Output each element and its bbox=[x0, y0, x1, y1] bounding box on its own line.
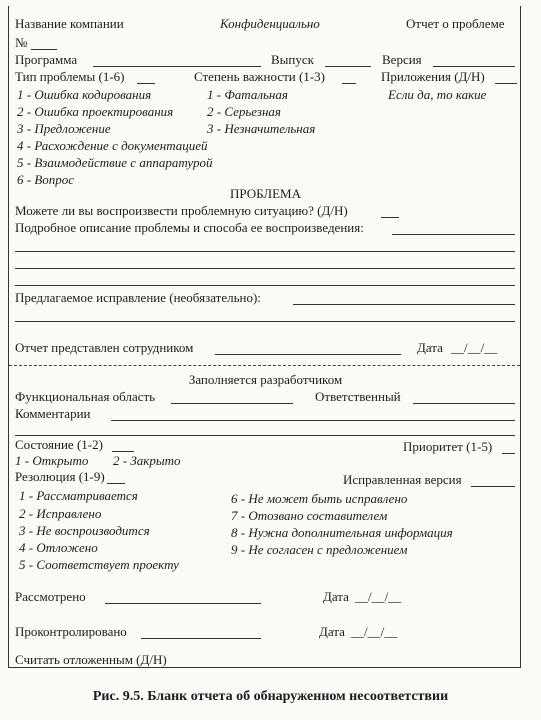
resolution-option: 6 - Не может быть исправлено bbox=[231, 491, 408, 506]
description-field[interactable] bbox=[392, 234, 515, 235]
number-field[interactable] bbox=[31, 49, 57, 50]
description-label: Подробное описание проблемы и способа ее воспроизведения: bbox=[15, 220, 364, 235]
reproduce-label: Можете ли вы воспроизвести проблемную ситуацию? (Д/Н) bbox=[15, 203, 348, 218]
description-line[interactable] bbox=[15, 268, 515, 269]
resolution-option: 8 - Нужна дополнительная информация bbox=[231, 525, 453, 540]
version-label: Версия bbox=[382, 52, 422, 67]
responsible-label: Ответственный bbox=[315, 389, 401, 404]
severity-option: 3 - Незначительная bbox=[207, 121, 316, 136]
bug-report-form bbox=[8, 6, 521, 668]
priority-field[interactable] bbox=[502, 453, 515, 454]
fixed-version-label: Исправленная версия bbox=[343, 472, 462, 487]
type-option: 6 - Вопрос bbox=[17, 172, 75, 187]
type-option: 3 - Предложение bbox=[17, 121, 111, 136]
type-option: 5 - Взаимодействие с аппаратурой bbox=[17, 155, 213, 170]
release-label: Выпуск bbox=[271, 52, 314, 67]
problem-heading: ПРОБЛЕМА bbox=[229, 186, 301, 201]
resolution-option: 4 - Отложено bbox=[19, 540, 98, 555]
responsible-field[interactable] bbox=[413, 403, 515, 404]
version-field[interactable] bbox=[433, 66, 515, 67]
problem-type-field[interactable] bbox=[137, 83, 155, 84]
state-open: 1 - Открыто bbox=[15, 453, 89, 468]
resolution-label: Резолюция (1-9) bbox=[15, 469, 105, 484]
attachments-note: Если да, то какие bbox=[388, 87, 487, 102]
developer-heading: Заполняется разработчиком bbox=[188, 372, 343, 387]
type-option: 2 - Ошибка проектирования bbox=[17, 104, 174, 119]
severity-option: 1 - Фатальная bbox=[207, 87, 288, 102]
report-date-field[interactable]: __/__/__ bbox=[451, 340, 498, 355]
state-field[interactable] bbox=[112, 451, 134, 452]
report-title: Отчет о проблеме bbox=[406, 16, 505, 31]
resolution-option: 1 - Рассматривается bbox=[19, 488, 138, 503]
severity-field[interactable] bbox=[342, 83, 356, 84]
area-field[interactable] bbox=[171, 403, 293, 404]
resolution-option: 3 - Не воспроизводится bbox=[19, 523, 150, 538]
priority-label: Приоритет (1-5) bbox=[403, 439, 493, 454]
problem-type-label: Тип проблемы (1-6) bbox=[15, 69, 125, 84]
type-option: 4 - Расхождение с документацией bbox=[17, 138, 208, 153]
attachments-field[interactable] bbox=[495, 83, 517, 84]
reported-by-label: Отчет представлен сотрудником bbox=[15, 340, 194, 355]
severity-option: 2 - Серьезная bbox=[207, 104, 281, 119]
report-date-label: Дата bbox=[417, 340, 443, 355]
figure-caption: Рис. 9.5. Бланк отчета об обнаруженном несоответствии bbox=[92, 689, 449, 704]
severity-label: Степень важности (1-3) bbox=[194, 69, 325, 84]
resolution-option: 7 - Отозвано составителем bbox=[231, 508, 388, 523]
controlled-field[interactable] bbox=[141, 638, 261, 639]
program-label: Программа bbox=[15, 52, 78, 67]
state-closed: 2 - Закрыто bbox=[113, 453, 181, 468]
release-field[interactable] bbox=[325, 66, 371, 67]
reported-by-field[interactable] bbox=[215, 354, 401, 355]
resolution-option: 5 - Соответствует проекту bbox=[19, 557, 179, 572]
state-label: Состояние (1-2) bbox=[15, 437, 103, 452]
area-label: Функциональная область bbox=[15, 389, 156, 404]
fix-field[interactable] bbox=[293, 304, 515, 305]
fix-line[interactable] bbox=[15, 321, 515, 322]
fix-label: Предлагаемое исправление (необязательно): bbox=[15, 290, 261, 305]
controlled-label: Проконтролировано bbox=[15, 624, 127, 639]
company-label: Название компании bbox=[15, 16, 124, 31]
reviewed-field[interactable] bbox=[105, 603, 261, 604]
number-label: № bbox=[15, 35, 28, 50]
resolution-option: 9 - Не согласен с предложением bbox=[231, 542, 408, 557]
comments-label: Комментарии bbox=[15, 406, 91, 421]
controlled-date-label: Дата bbox=[319, 624, 345, 639]
section-divider bbox=[9, 365, 520, 366]
confidential-label: Конфиденциально bbox=[220, 16, 320, 31]
program-field[interactable] bbox=[93, 66, 261, 67]
resolution-option: 2 - Исправлено bbox=[19, 506, 102, 521]
description-line[interactable] bbox=[15, 251, 515, 252]
reproduce-field[interactable] bbox=[381, 217, 399, 218]
comments-line[interactable] bbox=[15, 435, 515, 436]
attachments-label: Приложения (Д/Н) bbox=[381, 69, 485, 84]
controlled-date-field[interactable]: __/__/__ bbox=[351, 624, 398, 639]
resolution-field[interactable] bbox=[107, 483, 125, 484]
description-line[interactable] bbox=[15, 285, 515, 286]
reviewed-date-field[interactable]: __/__/__ bbox=[355, 589, 402, 604]
fixed-version-field[interactable] bbox=[471, 486, 515, 487]
type-option: 1 - Ошибка кодирования bbox=[17, 87, 152, 102]
reviewed-label: Рассмотрено bbox=[15, 589, 86, 604]
deferred-label: Считать отложенным (Д/Н) bbox=[15, 652, 167, 667]
comments-field[interactable] bbox=[111, 420, 515, 421]
reviewed-date-label: Дата bbox=[323, 589, 349, 604]
